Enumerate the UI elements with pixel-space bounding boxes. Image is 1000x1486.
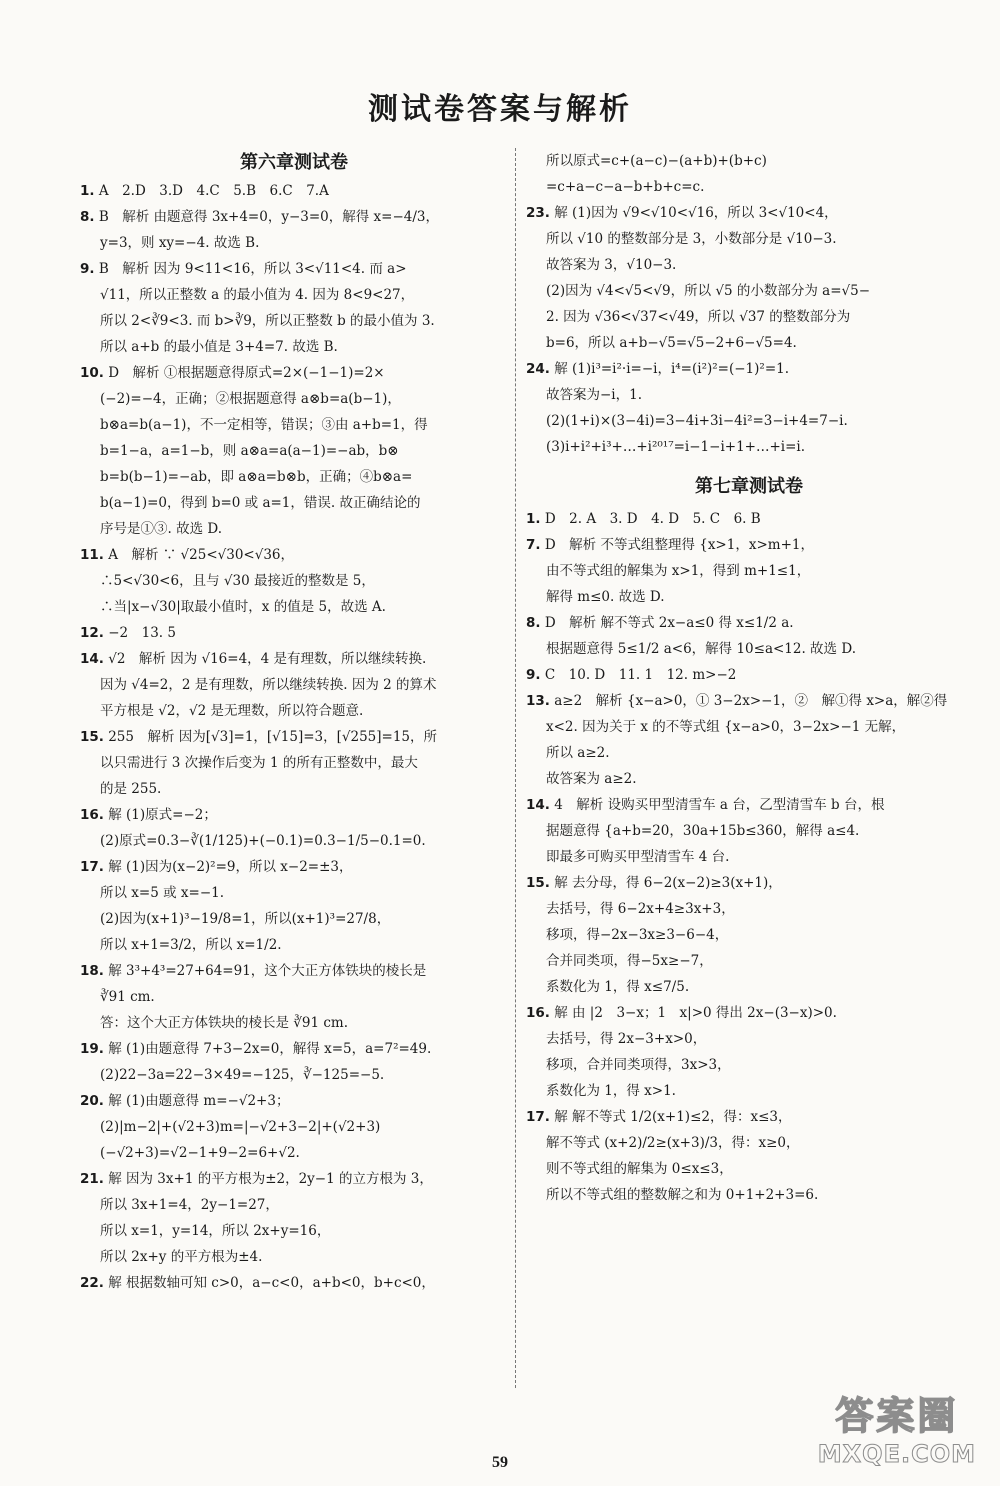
answer-item (526, 662, 972, 688)
answer-line (80, 750, 508, 776)
answer-text: D 2. A 3. D 4. D 5. C 6. B (544, 511, 761, 527)
answer-line (526, 200, 972, 226)
answer-text: 根据题意得 5≤1/2 a<6，解得 10≤a<12. 故选 D. (546, 641, 856, 657)
answer-line (526, 870, 972, 896)
answer-line (80, 1270, 508, 1296)
answer-text: (−√2+3)=√2−1+9−2=6+√2. (100, 1145, 300, 1161)
question-number: 8. (526, 615, 541, 631)
answer-text: 解 (1)因为(x−2)²=9，所以 x−2=±3， (108, 859, 353, 875)
answer-text: 所以 2x+y 的平方根为±4. (100, 1249, 263, 1265)
answer-text: 解 3³+4³=27+64=91，这个大正方体铁块的棱长是 (108, 963, 427, 979)
answer-text: b=6，所以 a+b−√5=√5−2+6−√5=4. (546, 335, 797, 351)
answer-text: (−2)=−4，正确；②根据题意得 a⊗b=a(b−1)， (100, 391, 401, 407)
answer-line (80, 620, 508, 646)
answer-text: y=3，则 xy=−4. 故选 B. (100, 235, 260, 251)
answer-item (80, 1036, 508, 1088)
answer-line (80, 230, 508, 256)
answer-text: a≥2 解析 {x−a>0，① 3−2x>−1，② 解①得 x>a，解②得 (554, 693, 948, 709)
answer-line (80, 464, 508, 490)
question-number: 13. (526, 693, 550, 709)
column-divider (515, 148, 516, 1388)
answer-text: B 解析 由题意得 3x+4=0，y−3=0，解得 x=−4/3， (98, 209, 440, 225)
answer-line (80, 776, 508, 802)
answer-line (526, 922, 972, 948)
answer-text: √11，所以正整数 a 的最小值为 4. 因为 8<9<27， (100, 287, 415, 303)
question-number: 10. (80, 365, 104, 381)
answer-line (80, 1036, 508, 1062)
answer-text: 去括号，得 2x−3+x>0， (546, 1031, 707, 1047)
answer-line (526, 662, 972, 688)
answer-line (80, 386, 508, 412)
answer-line (80, 724, 508, 750)
answer-line (80, 1140, 508, 1166)
answer-text: b(a−1)=0，得到 b=0 或 a=1，错误. 故正确结论的 (100, 495, 421, 511)
answer-line (526, 330, 972, 356)
answer-text: 4 解析 设购买甲型清雪车 a 台，乙型清雪车 b 台，根 (554, 797, 885, 813)
answer-line (80, 880, 508, 906)
answer-text: b=1−a，a=1−b，则 a⊗a=a(a−1)=−ab，b⊗ (100, 443, 399, 459)
question-number: 11. (80, 547, 104, 563)
answer-line (526, 896, 972, 922)
answer-text: 故答案为 3，√10−3. (546, 257, 677, 273)
answer-line (526, 1156, 972, 1182)
question-number: 17. (526, 1109, 550, 1125)
answer-text: 所以 x=1，y=14，所以 2x+y=16， (100, 1223, 331, 1239)
answer-item (526, 688, 972, 792)
answer-item (526, 792, 972, 870)
answer-text: 平方根是 √2，√2 是无理数，所以符合题意. (100, 703, 364, 719)
answer-text: 以只需进行 3 次操作后变为 1 的所有正整数中，最大 (100, 755, 418, 771)
answer-item (80, 1088, 508, 1166)
answer-item (526, 532, 972, 610)
answer-line (80, 282, 508, 308)
answer-line (526, 382, 972, 408)
answer-text: 解不等式 (x+2)/2≥(x+3)/3，得：x≥0， (546, 1135, 800, 1151)
answer-line (526, 1078, 972, 1104)
answer-text: A 解析 ∵ √25<√30<√36， (108, 547, 295, 563)
answer-line: =c+a−c−a−b+b+c=c. (546, 179, 705, 195)
answer-text: b⊗a=b(a−1)，不一定相等，错误；③由 a+b=1，得 (100, 417, 428, 433)
answer-text: 解 解不等式 1/2(x+1)≤2，得：x≤3， (554, 1109, 792, 1125)
answer-text: 系数化为 1，得 x≤7/5. (546, 979, 690, 995)
answer-line (526, 356, 972, 382)
answer-line (526, 434, 972, 460)
answer-text: ∛91 cm. (100, 989, 155, 1005)
answer-text: b=b(b−1)=−ab，即 a⊗a=b⊗b，正确；④b⊗a= (100, 469, 413, 485)
left-column (80, 148, 508, 1296)
answer-text: 移项，合并同类项得，3x>3， (546, 1057, 731, 1073)
answer-text: 系数化为 1，得 x>1. (546, 1083, 676, 1099)
answer-line (526, 1104, 972, 1130)
answer-item (80, 204, 508, 256)
answer-line (526, 948, 972, 974)
question-number: 17. (80, 859, 104, 875)
answer-line (80, 1114, 508, 1140)
answer-line (526, 740, 972, 766)
question-number: 1. (80, 183, 95, 199)
answer-item (80, 854, 508, 958)
answer-text: 解 (1)i³=i²·i=−i，i⁴=(i²)²=(−1)²=1. (554, 361, 790, 377)
answer-line (526, 584, 972, 610)
answer-text: −2 13. 5 (108, 625, 176, 641)
question-number: 24. (526, 361, 550, 377)
answer-text: 序号是①③. 故选 D. (100, 521, 223, 537)
answer-text: 故答案为 a≥2. (546, 771, 637, 787)
answer-line (80, 438, 508, 464)
answer-text: 解 (1)因为 √9<√10<√16，所以 3<√10<4， (554, 205, 838, 221)
question-number: 15. (80, 729, 104, 745)
answer-text: 解 因为 3x+1 的平方根为±2，2y−1 的立方根为 3， (108, 1171, 433, 1187)
answer-text: (2)22−3a=22−3×49=−125，∛−125=−5. (100, 1067, 385, 1083)
answer-text: (3)i+i²+i³+…+i²⁰¹⁷=i−1−i+1+…+i=i. (546, 439, 806, 455)
watermark-logo-text: 答案圈 (835, 1394, 959, 1438)
question-number: 16. (526, 1005, 550, 1021)
answer-line (80, 1010, 508, 1036)
answer-line (80, 854, 508, 880)
answer-line (526, 408, 972, 434)
answer-text: 所以 x+1=3/2，所以 x=1/2. (100, 937, 282, 953)
answer-text: (2)原式=0.3−∛(1/125)+(−0.1)=0.3−1/5−0.1=0. (100, 833, 426, 849)
answer-text: 合并同类项，得−5x≥−7， (546, 953, 713, 969)
answer-item (526, 1104, 972, 1208)
answer-line (80, 698, 508, 724)
answer-text: (2)(1+i)×(3−4i)=3−4i+3i−4i²=3−i+4=7−i. (546, 413, 848, 429)
question-number: 7. (526, 537, 541, 553)
question-number: 9. (80, 261, 95, 277)
answer-text: 去括号，得 6−2x+4≥3x+3， (546, 901, 735, 917)
question-number: 23. (526, 205, 550, 221)
answer-line (526, 610, 972, 636)
answer-item (80, 542, 508, 620)
answer-text: (2)因为(x+1)³−19/8=1，所以(x+1)³=27/8， (100, 911, 391, 927)
answer-text: 的是 255. (100, 781, 162, 797)
page-title: 测试卷答案与解析 (368, 92, 632, 127)
question-number: 18. (80, 963, 104, 979)
answer-line (526, 636, 972, 662)
answer-item (80, 958, 508, 1036)
answer-line (80, 1192, 508, 1218)
answer-text: 所以 a≥2. (546, 745, 610, 761)
question-number: 21. (80, 1171, 104, 1187)
answer-text: D 解析 解不等式 2x−a≤0 得 x≤1/2 a. (544, 615, 794, 631)
answer-line (80, 1244, 508, 1270)
answer-item (526, 870, 972, 1000)
question-number: 14. (80, 651, 104, 667)
answer-line (80, 1218, 508, 1244)
answer-line (526, 1052, 972, 1078)
answer-text: √2 解析 因为 √16=4，4 是有理数，所以继续转换. (108, 651, 427, 667)
answer-text: 所以不等式组的整数解之和为 0+1+2+3=6. (546, 1187, 819, 1203)
question-number: 22. (80, 1275, 104, 1291)
answer-line (526, 506, 972, 532)
answer-text: 解 根据数轴可知 c>0，a−c<0，a+b<0，b+c<0， (108, 1275, 435, 1291)
answer-line (80, 594, 508, 620)
answer-text: 答：这个大正方体铁块的棱长是 ∛91 cm. (100, 1015, 349, 1031)
answer-line (80, 542, 508, 568)
answer-line (526, 792, 972, 818)
answer-text: ∴5<√30<6，且与 √30 最接近的整数是 5， (100, 573, 375, 589)
answer-line (80, 204, 508, 230)
question-number: 12. (80, 625, 104, 641)
answer-line (80, 984, 508, 1010)
answer-line (526, 1026, 972, 1052)
item-22-continuation (526, 148, 972, 200)
answer-item (80, 620, 508, 646)
answer-line (80, 334, 508, 360)
answer-text: 则不等式组的解集为 0≤x≤3， (546, 1161, 733, 1177)
answer-line (526, 974, 972, 1000)
right-column (526, 148, 972, 1208)
answer-text: 解 去分母，得 6−2(x−2)≥3(x+1)， (554, 875, 782, 891)
question-number: 19. (80, 1041, 104, 1057)
answer-line (526, 1000, 972, 1026)
answer-item (80, 646, 508, 724)
answer-line (80, 932, 508, 958)
chapter-six-answers-continued (526, 200, 972, 460)
answer-line (526, 818, 972, 844)
answer-item (526, 356, 972, 460)
answer-text: D 解析 ①根据题意得原式=2×(−1−1)=2× (108, 365, 385, 381)
watermark-url: MXQE.COM (817, 1440, 976, 1468)
question-number: 20. (80, 1093, 104, 1109)
answer-text: 解 由 |2 3−x；1 x|>0 得出 2x−(3−x)>0. (554, 1005, 837, 1021)
answer-text: 据题意得 {a+b=20，30a+15b≤360，解得 a≤4. (546, 823, 860, 839)
answer-line: 所以原式=c+(a−c)−(a+b)+(b+c) (546, 153, 767, 169)
page-number: 59 (492, 1454, 508, 1471)
question-number: 16. (80, 807, 104, 823)
answer-line (526, 532, 972, 558)
question-number: 14. (526, 797, 550, 813)
answer-text: 255 解析 因为[√3]=1，[√15]=3，[√255]=15，所 (108, 729, 438, 745)
chapter-six-answers (80, 178, 508, 1296)
answer-text: 解 (1)由题意得 7+3−2x=0，解得 x=5，a=7²=49. (108, 1041, 432, 1057)
answer-text: x<2. 因为关于 x 的不等式组 {x−a>0，3−2x>−1 无解， (546, 719, 906, 735)
answer-line (526, 1130, 972, 1156)
answer-line (80, 906, 508, 932)
answer-text: 所以 3x+1=4，2y−1=27， (100, 1197, 279, 1213)
answer-line (80, 958, 508, 984)
answer-item (80, 802, 508, 854)
question-number: 15. (526, 875, 550, 891)
answer-line (526, 688, 972, 714)
answer-text: (2)|m−2|+(√2+3)m=|−√2+3−2|+(√2+3) (100, 1119, 381, 1135)
answer-line (80, 516, 508, 542)
answer-text: 2. 因为 √36<√37<√49，所以 √37 的整数部分为 (546, 309, 851, 325)
answer-text: 解 (1)由题意得 m=−√2+3； (108, 1093, 290, 1109)
answer-text: 所以 x=5 或 x=−1. (100, 885, 225, 901)
answer-line (80, 256, 508, 282)
answer-line (80, 646, 508, 672)
answer-text: 所以 2<∛9<3. 而 b>∛9，所以正整数 b 的最小值为 3. (100, 313, 435, 329)
answer-line (526, 1182, 972, 1208)
answer-line (526, 766, 972, 792)
answer-text: 即最多可购买甲型清雪车 4 台. (546, 849, 730, 865)
question-number: 9. (526, 667, 541, 683)
question-number: 1. (526, 511, 541, 527)
answer-line (80, 672, 508, 698)
answer-text: 由不等式组的解集为 x>1，得到 m+1≤1， (546, 563, 811, 579)
answer-line (526, 304, 972, 330)
answer-line (526, 714, 972, 740)
answer-line (80, 1062, 508, 1088)
answer-text: C 10. D 11. 1 12. m>−2 (544, 667, 737, 683)
answer-line (80, 802, 508, 828)
answer-line (526, 558, 972, 584)
answer-item (526, 610, 972, 662)
answer-line (526, 844, 972, 870)
answer-text: 解得 m≤0. 故选 D. (546, 589, 665, 605)
answer-line (80, 1166, 508, 1192)
chapter-seven-answers (526, 506, 972, 1208)
answer-item (526, 200, 972, 356)
answer-text: 移项，得−2x−3x≥3−6−4， (546, 927, 729, 943)
answer-line (526, 226, 972, 252)
answer-item (80, 724, 508, 802)
answer-line (80, 360, 508, 386)
answer-item (526, 506, 972, 532)
answer-line (80, 828, 508, 854)
answer-text: B 解析 因为 9<11<16，所以 3<√11<4. 而 a> (98, 261, 407, 277)
answer-text: ∴当|x−√30|取最小值时，x 的值是 5，故选 A. (100, 599, 386, 615)
watermark-logo (818, 1385, 976, 1468)
answer-line (526, 278, 972, 304)
answer-item (80, 1166, 508, 1270)
answer-text: A 2.D 3.D 4.C 5.B 6.C 7.A (98, 183, 329, 199)
answer-text: 因为 √4=2，2 是有理数，所以继续转换. 因为 2 的算术 (100, 677, 437, 693)
answer-text: 所以 a+b 的最小值是 3+4=7. 故选 B. (100, 339, 338, 355)
answer-line (80, 568, 508, 594)
chapter-six-heading: 第六章测试卷 (240, 152, 348, 173)
answer-text: 解 (1)原式=−2； (108, 807, 217, 823)
answer-line (80, 412, 508, 438)
answer-item (80, 178, 508, 204)
answer-text: D 解析 不等式组整理得 {x>1，x>m+1， (544, 537, 814, 553)
question-number: 8. (80, 209, 95, 225)
answer-item (80, 360, 508, 542)
answer-item (80, 256, 508, 360)
answer-text: 所以 √10 的整数部分是 3，小数部分是 √10−3. (546, 231, 837, 247)
answer-item (80, 1270, 508, 1296)
answer-text: 故答案为−i，1. (546, 387, 643, 403)
chapter-seven-heading: 第七章测试卷 (695, 476, 803, 497)
answer-line (526, 252, 972, 278)
answer-line (80, 1088, 508, 1114)
answer-line (80, 178, 508, 204)
answer-item (526, 1000, 972, 1104)
answer-line (80, 490, 508, 516)
answer-line (80, 308, 508, 334)
answer-text: (2)因为 √4<√5<√9，所以 √5 的小数部分为 a=√5− (546, 283, 871, 299)
